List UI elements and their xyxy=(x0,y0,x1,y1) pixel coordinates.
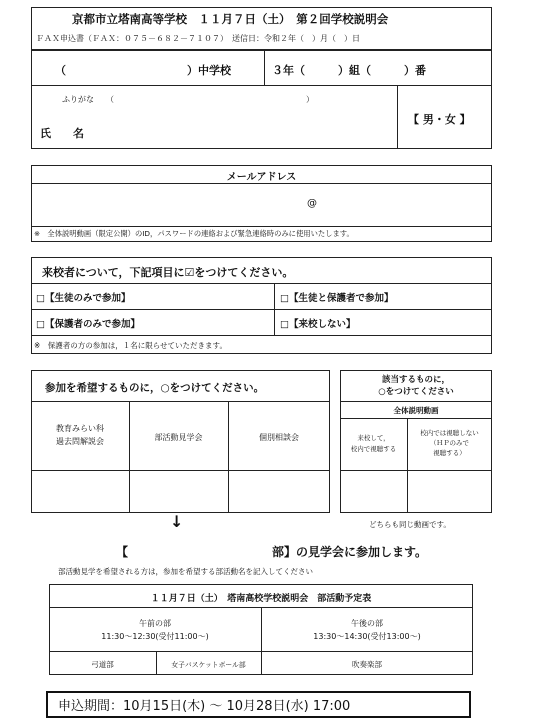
video-note: どちらも同じ動画です。 xyxy=(369,520,451,529)
email-note: ※ 全体説明動画（限定公開）のID，パスワードの連絡および緊急連絡時のみに使用いたします。 xyxy=(34,229,354,238)
name-label: 氏 名 xyxy=(40,127,84,140)
schedule-club-basketball: 女子バスケットボール部 xyxy=(171,661,246,669)
session-col-consultation[interactable] xyxy=(228,432,330,443)
gender-field[interactable]: 【 男・女 】 xyxy=(408,113,471,126)
schedule-pm-head: 午後の部 13:30～14:30(受付13:00～) xyxy=(313,619,421,641)
class-field[interactable]: ３年（ ）組（ ）番 xyxy=(272,64,426,77)
sessions-heading: 参加を希望するものに，○をつけてください。 xyxy=(45,382,265,394)
down-arrow-icon: ↓ xyxy=(170,512,184,531)
club-tour-line[interactable]: 【 部】の見学会に参加します。 xyxy=(116,545,428,559)
schedule-am-head: 午前の部 11:30～12:30(受付11:00～) xyxy=(101,619,209,641)
option-student-parent[interactable]: □【生徒と保護者で参加】 xyxy=(280,293,394,304)
session-col-label: 部活動見学会 xyxy=(154,433,203,442)
visitors-note: ※ 保護者の方の参加は，１名に限らせていただきます。 xyxy=(34,341,227,350)
visitors-heading: 来校者について，下記項目に☑をつけてください。 xyxy=(42,266,294,279)
video-subheading: 全体説明動画 xyxy=(393,406,439,415)
video-col-in-school[interactable]: 来校して， 校内で視聴する xyxy=(350,434,397,453)
page-title: 京都市立塔南高等学校 １１月７日（土） 第２回学校説明会 xyxy=(72,12,389,26)
fax-line: ＦＡＸ申込書（ＦＡＸ：０７５－６８２－７１０７） 送信日：令和２年（ ）月（ ）日 xyxy=(36,34,360,43)
session-col-label: 個別相談会 xyxy=(259,433,299,442)
schedule-club-kyudo: 弓道部 xyxy=(91,660,114,669)
session-col-club-tour[interactable] xyxy=(129,432,228,443)
schedule-title: １１月７日（土） 塔南高校学校説明会 部活動予定表 xyxy=(150,594,372,604)
deadline-text: 申込期間：10月15日(木) ～ 10月28日(水) 17:00 xyxy=(58,699,351,714)
video-heading: 該当するものに， ○をつけてください xyxy=(378,375,454,397)
option-parent-only[interactable]: □【保護者のみで参加】 xyxy=(36,319,140,330)
school-field[interactable]: （ ）中学校 xyxy=(55,64,231,77)
session-mark-cell[interactable] xyxy=(229,471,330,513)
email-heading: メールアドレス xyxy=(226,172,297,183)
session-col-past-exam[interactable] xyxy=(31,422,129,448)
schedule-club-brass-band: 吹奏楽部 xyxy=(352,660,382,669)
furigana-field[interactable]: ふりがな （ ） xyxy=(62,95,314,104)
club-tour-note: 部活動見学を希望される方は，参加を希望する部活動名を記入してください xyxy=(58,567,313,576)
session-mark-cell[interactable] xyxy=(31,471,129,513)
email-input[interactable]: @ xyxy=(307,198,317,209)
option-not-visiting[interactable]: □【来校しない】 xyxy=(280,319,356,330)
session-mark-cell[interactable] xyxy=(130,471,228,513)
video-col-hp-only[interactable]: 校内では視聴しない （ＨＰのみで 視聴する） xyxy=(420,429,479,457)
session-col-label: 教育みらい科 過去問解説会 xyxy=(56,424,104,446)
option-student-only[interactable]: □【生徒のみで参加】 xyxy=(36,293,131,304)
